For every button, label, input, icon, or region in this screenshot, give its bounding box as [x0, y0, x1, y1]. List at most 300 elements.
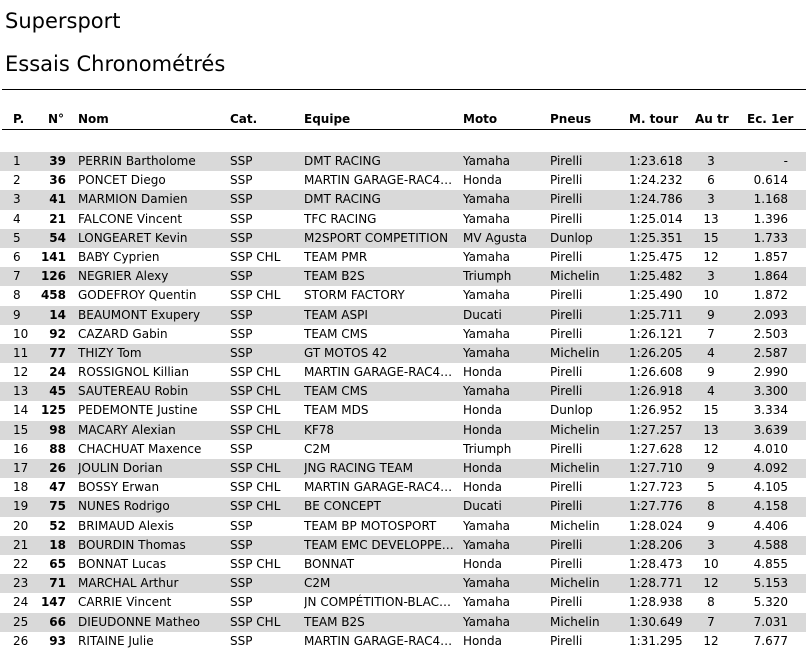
cell-bike: MV Agusta — [463, 230, 528, 245]
cell-num: 41 — [49, 192, 66, 207]
cell-laps: 3 — [707, 192, 715, 207]
cell-tyres: Dunlop — [550, 403, 593, 418]
cell-bike: Honda — [463, 422, 502, 437]
col-header-gap: Ec. 1er — [747, 112, 794, 126]
cell-team: KF78 — [304, 422, 335, 437]
cell-name: PERRIN Bartholome — [78, 154, 196, 168]
cell-gap: 2.503 — [753, 326, 788, 341]
col-header-num: N° — [48, 112, 65, 126]
cell-bike: Yamaha — [463, 211, 511, 226]
cell-laps: 15 — [703, 403, 719, 418]
cell-laps: 10 — [703, 556, 719, 571]
page-subtitle: Essais Chronométrés — [5, 52, 226, 76]
cell-best-lap: 1:25.482 — [629, 269, 683, 284]
cell-cat: SSP — [230, 269, 253, 284]
cell-cat: SSP CHL — [230, 614, 281, 629]
cell-name: CHACHUAT Maxence — [78, 441, 202, 456]
cell-name: MACARY Alexian — [78, 422, 176, 437]
cell-pos: 24 — [13, 595, 29, 610]
cell-pos: 22 — [13, 556, 29, 571]
cell-team: BONNAT — [304, 556, 355, 571]
cell-pos: 15 — [13, 422, 29, 437]
cell-num: 147 — [40, 595, 66, 610]
cell-tyres: Pirelli — [550, 249, 583, 264]
cell-best-lap: 1:26.952 — [629, 403, 683, 418]
table-row — [0, 421, 806, 440]
cell-cat: SSP CHL — [230, 403, 281, 418]
cell-pos: 21 — [13, 537, 29, 552]
cell-best-lap: 1:25.490 — [629, 288, 683, 303]
cell-team: MARTIN GARAGE-RAC4… — [304, 173, 453, 188]
cell-name: BABY Cyprien — [78, 249, 160, 264]
cell-name: SAUTEREAU Robin — [78, 384, 189, 399]
cell-cat: SSP CHL — [230, 556, 281, 571]
cell-bike: Triumph — [463, 269, 512, 284]
cell-bike: Yamaha — [463, 384, 511, 399]
table-row — [0, 286, 806, 305]
cell-laps: 12 — [703, 249, 719, 264]
cell-best-lap: 1:25.351 — [629, 230, 683, 245]
cell-name: MARMION Damien — [78, 192, 188, 207]
cell-team: TEAM BP MOTOSPORT — [304, 518, 437, 533]
col-header-team: Equipe — [304, 112, 351, 126]
cell-laps: 8 — [707, 499, 715, 514]
table-row — [0, 613, 806, 632]
cell-tyres: Pirelli — [550, 307, 583, 322]
cell-team: TEAM B2S — [304, 614, 365, 629]
cell-cat: SSP — [230, 595, 253, 610]
cell-num: 98 — [49, 422, 66, 437]
cell-cat: SSP CHL — [230, 249, 281, 264]
cell-laps: 3 — [707, 269, 715, 284]
cell-num: 47 — [49, 480, 66, 495]
table-row — [0, 171, 806, 190]
cell-laps: 3 — [707, 537, 715, 552]
cell-pos: 10 — [13, 326, 29, 341]
cell-num: 39 — [49, 154, 66, 168]
cell-num: 66 — [49, 614, 66, 629]
table-row — [0, 478, 806, 497]
cell-gap: 2.587 — [753, 345, 788, 360]
table-row — [0, 593, 806, 612]
cell-bike: Honda — [463, 556, 502, 571]
cell-num: 36 — [49, 173, 66, 188]
cell-num: 52 — [49, 518, 66, 533]
cell-tyres: Pirelli — [550, 365, 583, 380]
cell-best-lap: 1:28.024 — [629, 518, 683, 533]
cell-gap: 1.857 — [753, 249, 788, 264]
cell-tyres: Michelin — [550, 614, 600, 629]
cell-laps: 15 — [703, 230, 719, 245]
cell-bike: Ducati — [463, 307, 502, 322]
cell-cat: SSP — [230, 211, 253, 226]
cell-best-lap: 1:24.786 — [629, 192, 683, 207]
cell-tyres: Michelin — [550, 422, 600, 437]
cell-best-lap: 1:25.014 — [629, 211, 683, 226]
cell-cat: SSP — [230, 326, 253, 341]
cell-tyres: Michelin — [550, 269, 600, 284]
table-row — [0, 248, 806, 267]
results-table — [0, 152, 806, 651]
cell-laps: 9 — [707, 307, 715, 322]
cell-pos: 9 — [13, 307, 21, 322]
cell-pos: 6 — [13, 249, 21, 264]
cell-tyres: Michelin — [550, 576, 600, 591]
col-header-tyres: Pneus — [550, 112, 592, 126]
cell-cat: SSP — [230, 307, 253, 322]
cell-best-lap: 1:26.608 — [629, 365, 683, 380]
cell-best-lap: 1:26.918 — [629, 384, 683, 399]
cell-best-lap: 1:28.938 — [629, 595, 683, 610]
table-row — [0, 267, 806, 286]
cell-name: GODEFROY Quentin — [78, 288, 197, 303]
cell-num: 14 — [49, 307, 66, 322]
cell-cat: SSP — [230, 633, 253, 648]
cell-cat: SSP CHL — [230, 499, 281, 514]
cell-name: BRIMAUD Alexis — [78, 518, 174, 533]
cell-gap: 3.300 — [753, 384, 788, 399]
cell-gap: 3.639 — [753, 422, 788, 437]
cell-gap: 1.872 — [753, 288, 788, 303]
cell-tyres: Pirelli — [550, 173, 583, 188]
cell-pos: 20 — [13, 518, 29, 533]
cell-pos: 25 — [13, 614, 29, 629]
cell-name: BEAUMONT Exupery — [78, 307, 201, 322]
cell-laps: 5 — [707, 480, 715, 495]
cell-best-lap: 1:23.618 — [629, 154, 683, 168]
cell-team: MARTIN GARAGE-RAC4… — [304, 480, 453, 495]
cell-gap: 5.320 — [753, 595, 788, 610]
cell-best-lap: 1:28.206 — [629, 537, 683, 552]
cell-bike: Honda — [463, 365, 502, 380]
cell-team: DMT RACING — [304, 154, 381, 168]
cell-bike: Honda — [463, 461, 502, 475]
cell-gap: 4.588 — [753, 537, 788, 552]
cell-cat: SSP CHL — [230, 461, 281, 475]
cell-cat: SSP — [230, 345, 253, 360]
cell-num: 24 — [49, 365, 66, 380]
cell-team: TEAM ASPI — [304, 307, 368, 322]
cell-pos: 13 — [13, 384, 29, 399]
cell-bike: Yamaha — [463, 288, 511, 303]
cell-best-lap: 1:28.473 — [629, 556, 683, 571]
cell-num: 54 — [49, 230, 66, 245]
table-row — [0, 210, 806, 229]
cell-num: 93 — [49, 633, 66, 648]
cell-laps: 4 — [707, 384, 715, 399]
table-row — [0, 517, 806, 536]
cell-pos: 5 — [13, 230, 21, 245]
cell-name: PEDEMONTE Justine — [78, 403, 198, 418]
cell-name: PONCET Diego — [78, 173, 166, 188]
table-row — [0, 401, 806, 420]
cell-gap: 3.334 — [753, 403, 788, 418]
cell-bike: Yamaha — [463, 345, 511, 360]
cell-laps: 8 — [707, 595, 715, 610]
cell-cat: SSP — [230, 518, 253, 533]
cell-laps: 12 — [703, 576, 719, 591]
table-header — [0, 112, 806, 130]
cell-bike: Triumph — [463, 441, 512, 456]
cell-team: TEAM PMR — [304, 249, 368, 264]
cell-pos: 7 — [13, 269, 21, 284]
cell-team: TEAM B2S — [304, 269, 365, 284]
cell-cat: SSP — [230, 576, 253, 591]
cell-best-lap: 1:26.205 — [629, 345, 683, 360]
cell-best-lap: 1:27.776 — [629, 499, 683, 514]
header-divider — [2, 129, 806, 130]
cell-bike: Honda — [463, 173, 502, 188]
col-header-best-lap: M. tour — [629, 112, 679, 126]
cell-cat: SSP — [230, 192, 253, 207]
table-row — [0, 190, 806, 209]
page-title: Supersport — [5, 9, 121, 33]
cell-team: TEAM CMS — [304, 326, 368, 341]
cell-cat: SSP — [230, 537, 253, 552]
cell-gap: 4.406 — [753, 518, 788, 533]
cell-num: 141 — [40, 249, 66, 264]
cell-team: MARTIN GARAGE-RAC4… — [304, 633, 453, 648]
cell-tyres: Pirelli — [550, 288, 583, 303]
cell-pos: 26 — [13, 633, 29, 648]
cell-tyres: Pirelli — [550, 326, 583, 341]
cell-cat: SSP CHL — [230, 384, 281, 399]
cell-pos: 14 — [13, 403, 29, 418]
cell-bike: Honda — [463, 633, 502, 648]
cell-num: 45 — [49, 384, 66, 399]
cell-best-lap: 1:30.649 — [629, 614, 683, 629]
cell-name: CAZARD Gabin — [78, 326, 168, 341]
cell-num: 92 — [49, 326, 66, 341]
table-row — [0, 632, 806, 651]
cell-num: 26 — [49, 461, 66, 475]
cell-gap: 7.677 — [753, 633, 788, 648]
cell-pos: 19 — [13, 499, 29, 514]
cell-tyres: Michelin — [550, 345, 600, 360]
cell-name: THIZY Tom — [78, 345, 142, 360]
cell-gap: 1.168 — [753, 192, 788, 207]
cell-team: STORM FACTORY — [304, 288, 405, 303]
cell-team: TFC RACING — [304, 211, 377, 226]
cell-pos: 11 — [13, 345, 29, 360]
cell-tyres: Dunlop — [550, 230, 593, 245]
cell-team: GT MOTOS 42 — [304, 345, 388, 360]
cell-team: TEAM CMS — [304, 384, 368, 399]
cell-team: TEAM MDS — [304, 403, 369, 418]
table-row — [0, 536, 806, 555]
cell-laps: 7 — [707, 614, 715, 629]
col-header-laps: Au tr — [695, 112, 729, 126]
cell-best-lap: 1:24.232 — [629, 173, 683, 188]
table-row — [0, 229, 806, 248]
table-row — [0, 363, 806, 382]
cell-cat: SSP — [230, 173, 253, 188]
cell-tyres: Pirelli — [550, 192, 583, 207]
cell-laps: 6 — [707, 173, 715, 188]
cell-tyres: Pirelli — [550, 595, 583, 610]
cell-gap: 4.010 — [753, 441, 788, 456]
cell-gap: 5.153 — [753, 576, 788, 591]
cell-pos: 1 — [13, 154, 21, 168]
cell-pos: 8 — [13, 288, 21, 303]
cell-laps: 3 — [707, 154, 715, 168]
cell-team: TEAM EMC DEVELOPPE… — [304, 537, 454, 552]
cell-bike: Yamaha — [463, 192, 511, 207]
cell-tyres: Pirelli — [550, 211, 583, 226]
cell-gap: 4.158 — [753, 499, 788, 514]
table-row — [0, 497, 806, 516]
cell-cat: SSP CHL — [230, 480, 281, 495]
cell-name: JOULIN Dorian — [78, 461, 163, 475]
cell-tyres: Pirelli — [550, 441, 583, 456]
cell-pos: 18 — [13, 480, 29, 495]
cell-gap: 1.396 — [753, 211, 788, 226]
cell-name: BOSSY Erwan — [78, 480, 160, 495]
cell-team: BE CONCEPT — [304, 499, 381, 514]
cell-gap: 0.614 — [753, 173, 788, 188]
cell-tyres: Michelin — [550, 461, 600, 475]
cell-team: JNG RACING TEAM — [304, 461, 413, 475]
cell-best-lap: 1:31.295 — [629, 633, 683, 648]
col-header-pos: P. — [13, 112, 25, 126]
table-row — [0, 344, 806, 363]
cell-best-lap: 1:27.723 — [629, 480, 683, 495]
cell-cat: SSP CHL — [230, 288, 281, 303]
cell-bike: Ducati — [463, 499, 502, 514]
cell-name: DIEUDONNE Matheo — [78, 614, 200, 629]
cell-team: JN COMPÉTITION-BLAC… — [304, 595, 451, 610]
cell-best-lap: 1:25.711 — [629, 307, 683, 322]
cell-pos: 17 — [13, 461, 29, 475]
cell-best-lap: 1:26.121 — [629, 326, 683, 341]
cell-name: LONGEARET Kevin — [78, 230, 188, 245]
cell-team: M2SPORT COMPETITION — [304, 230, 449, 245]
cell-gap: 4.855 — [753, 556, 788, 571]
cell-laps: 12 — [703, 633, 719, 648]
col-header-name: Nom — [78, 112, 109, 126]
cell-laps: 13 — [703, 422, 719, 437]
cell-name: CARRIE Vincent — [78, 595, 172, 610]
cell-cat: SSP CHL — [230, 422, 281, 437]
cell-bike: Yamaha — [463, 614, 511, 629]
cell-gap: 1.864 — [753, 269, 788, 284]
cell-cat: SSP — [230, 230, 253, 245]
cell-best-lap: 1:28.771 — [629, 576, 683, 591]
cell-name: RITAINE Julie — [78, 633, 154, 648]
cell-tyres: Michelin — [550, 518, 600, 533]
cell-bike: Yamaha — [463, 537, 511, 552]
cell-bike: Honda — [463, 403, 502, 418]
cell-pos: 12 — [13, 365, 29, 380]
cell-name: BOURDIN Thomas — [78, 537, 186, 552]
cell-num: 77 — [49, 345, 66, 360]
cell-gap: 2.093 — [753, 307, 788, 322]
table-row — [0, 574, 806, 593]
cell-num: 458 — [40, 288, 66, 303]
cell-num: 21 — [49, 211, 66, 226]
cell-gap: 1.733 — [753, 230, 788, 245]
cell-gap: 2.990 — [753, 365, 788, 380]
cell-num: 18 — [49, 537, 66, 552]
cell-laps: 9 — [707, 461, 715, 475]
cell-pos: 2 — [13, 173, 21, 188]
table-row — [0, 152, 806, 171]
cell-cat: SSP CHL — [230, 365, 281, 380]
cell-best-lap: 1:27.628 — [629, 441, 683, 456]
cell-name: FALCONE Vincent — [78, 211, 183, 226]
table-row — [0, 306, 806, 325]
table-row — [0, 555, 806, 574]
cell-laps: 4 — [707, 345, 715, 360]
cell-team: DMT RACING — [304, 192, 381, 207]
cell-tyres: Pirelli — [550, 499, 583, 514]
cell-laps: 9 — [707, 365, 715, 380]
table-row — [0, 325, 806, 344]
cell-name: ROSSIGNOL Killian — [78, 365, 189, 380]
cell-num: 125 — [40, 403, 66, 418]
cell-name: BONNAT Lucas — [78, 556, 167, 571]
cell-gap: 7.031 — [753, 614, 788, 629]
cell-bike: Yamaha — [463, 154, 511, 168]
cell-tyres: Pirelli — [550, 384, 583, 399]
cell-pos: 4 — [13, 211, 21, 226]
cell-tyres: Pirelli — [550, 480, 583, 495]
table-row — [0, 440, 806, 459]
cell-team: C2M — [304, 576, 331, 591]
cell-best-lap: 1:27.710 — [629, 461, 683, 475]
cell-tyres: Pirelli — [550, 633, 583, 648]
cell-pos: 16 — [13, 441, 29, 456]
cell-num: 75 — [49, 499, 66, 514]
cell-laps: 9 — [707, 518, 715, 533]
cell-cat: SSP — [230, 154, 253, 168]
cell-bike: Yamaha — [463, 249, 511, 264]
cell-bike: Yamaha — [463, 326, 511, 341]
cell-team: MARTIN GARAGE-RAC4… — [304, 365, 453, 380]
cell-cat: SSP — [230, 441, 253, 456]
cell-num: 65 — [49, 556, 66, 571]
cell-laps: 12 — [703, 441, 719, 456]
cell-bike: Yamaha — [463, 595, 511, 610]
table-row — [0, 382, 806, 401]
cell-bike: Honda — [463, 480, 502, 495]
cell-num: 71 — [49, 576, 66, 591]
cell-best-lap: 1:27.257 — [629, 422, 683, 437]
col-header-bike: Moto — [463, 112, 498, 126]
cell-name: NEGRIER Alexy — [78, 269, 169, 284]
col-header-cat: Cat. — [230, 112, 258, 126]
cell-gap: 4.092 — [753, 461, 788, 475]
top-divider — [2, 89, 806, 90]
cell-name: MARCHAL Arthur — [78, 576, 179, 591]
cell-laps: 7 — [707, 326, 715, 341]
cell-laps: 13 — [703, 211, 719, 226]
cell-gap: - — [783, 154, 788, 168]
cell-tyres: Pirelli — [550, 537, 583, 552]
cell-pos: 3 — [13, 192, 21, 207]
cell-gap: 4.105 — [753, 480, 788, 495]
cell-name: NUNES Rodrigo — [78, 499, 170, 514]
cell-tyres: Pirelli — [550, 154, 583, 168]
cell-bike: Yamaha — [463, 518, 511, 533]
cell-num: 126 — [40, 269, 66, 284]
table-row — [0, 459, 806, 478]
cell-tyres: Pirelli — [550, 556, 583, 571]
cell-best-lap: 1:25.475 — [629, 249, 683, 264]
cell-pos: 23 — [13, 576, 29, 591]
cell-laps: 10 — [703, 288, 719, 303]
cell-num: 88 — [49, 441, 66, 456]
